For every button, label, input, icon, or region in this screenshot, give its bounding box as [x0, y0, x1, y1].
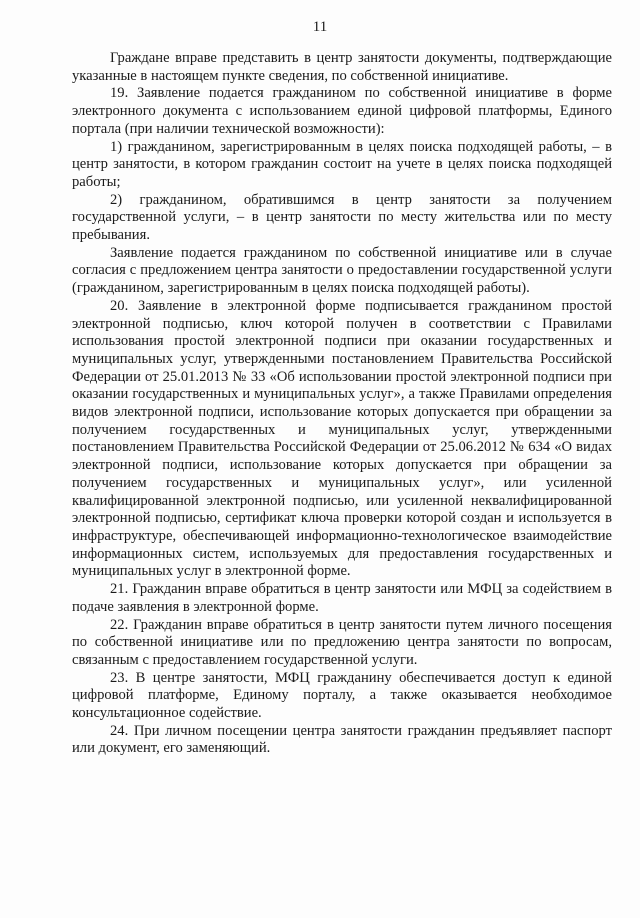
paragraph-documents-note: Граждане вправе представить в центр занятости документы, подтверждающие указанные в настоящем пункте сведения, по собственной инициативе. [72, 50, 612, 84]
page-number: 11 [312, 19, 328, 35]
paragraph-19-item-1: 1) гражданином, зарегистрированным в целях поиска подходящей работы, – в центр занятости, в котором гражданин состоит на учете в целях поиска подходящей работы; [72, 138, 612, 190]
paragraph-19-note: Заявление подается гражданином по собственной инициативе или в случае согласия с предложением центра занятости о предоставлении государственной услуги (гражданином, зарегистрированным в целях поиска подходящей работы). [72, 244, 612, 297]
paragraph-21: 21. Гражданин вправе обратиться в центр занятости или МФЦ за содействием в подаче заявления в электронной форме. [72, 581, 612, 615]
document-body [72, 50, 612, 758]
paragraph-20: 20. Заявление в электронной форме подписывается гражданином простой электронной подписью, ключ которой получен в соответствии с Правилами использования простой электронной подписи при оказании государственных и муниципальных услуг, утвержденными постановлением Правительства Российской Федерации от 25.01.2013 № 33 «Об использовании простой электронной подписи при оказании государственных и муниципальных услуг», а также Правилами определения видов электронной подписи, использование которых допускается при обращении за получением государственных и муниципальных услуг, утвержденными постановлением Правительства Российской Федерации от 25.06.2012 № 634 «О видах электронной подписи, использование которых допускается при обращении за получением государственных и муниципальных услуг», или усиленной квалифицированной электронной подписью, или усиленной неквалифицированной электронной подписью, сертификат ключа проверки которой создан и используется в инфраструктуре, обеспечивающей информационно-технологическое взаимодействие информационных систем, используемых для предоставления государственных и муниципальных услуг в электронной форме. [72, 297, 612, 580]
paragraph-19-item-2: 2) гражданином, обратившимся в центр занятости за получением государственной услуги, – в центр занятости по месту жительства или по месту пребывания. [72, 191, 612, 244]
paragraph-23: 23. В центре занятости, МФЦ гражданину обеспечивается доступ к единой цифровой платформе, Единому порталу, а также оказывается необходимое консультационное содействие. [72, 669, 612, 722]
paragraph-22: 22. Гражданин вправе обратиться в центр занятости путем личного посещения по собственной инициативе или по предложению центра занятости по вопросам, связанным с предоставлением государственной услуги. [72, 616, 612, 668]
paragraph-24: 24. При личном посещении центра занятости гражданин предъявляет паспорт или документ, его заменяющий. [72, 722, 612, 757]
paragraph-19: 19. Заявление подается гражданином по собственной инициативе в форме электронного документа с использованием единой цифровой платформы, Единого портала (при наличии технической возможности): [72, 85, 612, 137]
